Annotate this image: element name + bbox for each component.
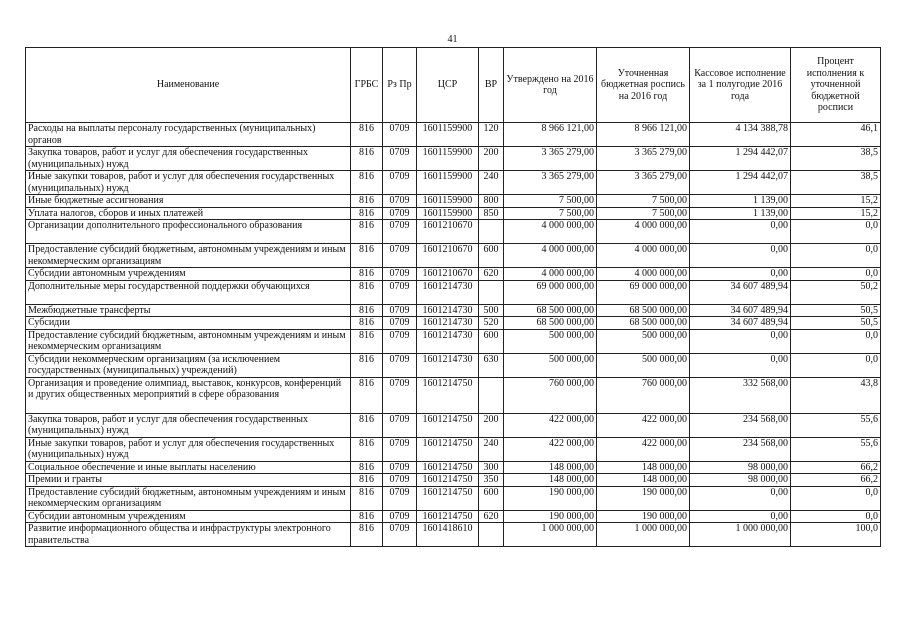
cell-name: Предоставление субсидий бюджетным, автономным учреждениям и иным некоммерческим организациям	[26, 329, 351, 353]
cell-name: Дополнительные меры государственной поддержки обучающихся	[26, 280, 351, 304]
cell-approved: 148 000,00	[504, 474, 597, 487]
cell-csr: 1601214730	[417, 329, 479, 353]
cell-grbs: 816	[351, 461, 383, 474]
cell-csr: 1601159900	[417, 171, 479, 195]
cell-approved: 1 000 000,00	[504, 523, 597, 547]
table-row	[26, 195, 881, 208]
cell-percent: 0,0	[791, 486, 881, 510]
cell-rzpr: 0709	[383, 304, 417, 317]
cell-rzpr: 0709	[383, 353, 417, 377]
cell-cash: 1 139,00	[690, 207, 791, 220]
cell-cash: 332 568,00	[690, 377, 791, 413]
cell-rzpr: 0709	[383, 280, 417, 304]
cell-percent: 0,0	[791, 244, 881, 268]
cell-percent: 50,5	[791, 304, 881, 317]
cell-cash: 1 294 442,07	[690, 147, 791, 171]
table-body	[26, 123, 881, 547]
cell-cash: 0,00	[690, 329, 791, 353]
cell-cash: 0,00	[690, 353, 791, 377]
cell-approved: 148 000,00	[504, 461, 597, 474]
cell-revised: 8 966 121,00	[597, 123, 690, 147]
cell-name: Субсидии автономным учреждениям	[26, 510, 351, 523]
cell-name: Субсидии некоммерческим организациям (за исключением государственных (муниципальных) учреждений)	[26, 353, 351, 377]
cell-cash: 1 000 000,00	[690, 523, 791, 547]
cell-cash: 98 000,00	[690, 474, 791, 487]
cell-grbs: 816	[351, 413, 383, 437]
cell-percent: 15,2	[791, 195, 881, 208]
cell-percent: 43,8	[791, 377, 881, 413]
cell-name: Уплата налогов, сборов и иных платежей	[26, 207, 351, 220]
table-row	[26, 268, 881, 281]
cell-approved: 4 000 000,00	[504, 244, 597, 268]
cell-cash: 98 000,00	[690, 461, 791, 474]
cell-vr: 240	[479, 171, 504, 195]
cell-cash: 1 294 442,07	[690, 171, 791, 195]
table-row	[26, 280, 881, 304]
table-row	[26, 437, 881, 461]
cell-grbs: 816	[351, 207, 383, 220]
header-name: Наименование	[26, 48, 351, 123]
cell-rzpr: 0709	[383, 510, 417, 523]
cell-approved: 4 000 000,00	[504, 268, 597, 281]
cell-grbs: 816	[351, 523, 383, 547]
cell-grbs: 816	[351, 486, 383, 510]
cell-cash: 0,00	[690, 510, 791, 523]
header-revised: Уточненная бюджетная роспись на 2016 год	[597, 48, 690, 123]
table-row	[26, 123, 881, 147]
cell-rzpr: 0709	[383, 220, 417, 244]
cell-csr: 1601214750	[417, 510, 479, 523]
cell-csr: 1601210670	[417, 268, 479, 281]
cell-approved: 7 500,00	[504, 195, 597, 208]
cell-rzpr: 0709	[383, 474, 417, 487]
cell-vr: 800	[479, 195, 504, 208]
cell-name: Межбюджетные трансферты	[26, 304, 351, 317]
cell-name: Организация и проведение олимпиад, выставок, конкурсов, конференций и других общественных мероприятий в сфере образования	[26, 377, 351, 413]
cell-rzpr: 0709	[383, 461, 417, 474]
table-row	[26, 244, 881, 268]
cell-revised: 190 000,00	[597, 486, 690, 510]
cell-csr: 1601210670	[417, 220, 479, 244]
cell-approved: 3 365 279,00	[504, 147, 597, 171]
cell-percent: 38,5	[791, 147, 881, 171]
cell-name: Организации дополнительного профессионального образования	[26, 220, 351, 244]
cell-revised: 4 000 000,00	[597, 268, 690, 281]
cell-name: Предоставление субсидий бюджетным, автономным учреждениям и иным некоммерческим организациям	[26, 486, 351, 510]
cell-revised: 760 000,00	[597, 377, 690, 413]
cell-cash: 0,00	[690, 244, 791, 268]
cell-vr	[479, 523, 504, 547]
cell-vr: 600	[479, 486, 504, 510]
cell-rzpr: 0709	[383, 195, 417, 208]
cell-percent: 0,0	[791, 220, 881, 244]
cell-cash: 0,00	[690, 268, 791, 281]
cell-revised: 500 000,00	[597, 329, 690, 353]
cell-csr: 1601214750	[417, 486, 479, 510]
cell-rzpr: 0709	[383, 171, 417, 195]
cell-grbs: 816	[351, 474, 383, 487]
cell-vr: 620	[479, 268, 504, 281]
cell-grbs: 816	[351, 171, 383, 195]
cell-csr: 1601159900	[417, 123, 479, 147]
cell-approved: 3 365 279,00	[504, 171, 597, 195]
cell-vr: 600	[479, 329, 504, 353]
table-row	[26, 353, 881, 377]
cell-grbs: 816	[351, 329, 383, 353]
cell-csr: 1601214730	[417, 317, 479, 330]
table-row	[26, 220, 881, 244]
cell-revised: 69 000 000,00	[597, 280, 690, 304]
cell-grbs: 816	[351, 377, 383, 413]
cell-approved: 68 500 000,00	[504, 304, 597, 317]
cell-name: Развитие информационного общества и инфраструктуры электронного правительства	[26, 523, 351, 547]
cell-grbs: 816	[351, 353, 383, 377]
cell-revised: 1 000 000,00	[597, 523, 690, 547]
cell-approved: 500 000,00	[504, 329, 597, 353]
cell-approved: 190 000,00	[504, 510, 597, 523]
cell-csr: 1601214750	[417, 413, 479, 437]
cell-revised: 7 500,00	[597, 195, 690, 208]
cell-percent: 55,6	[791, 437, 881, 461]
cell-name: Предоставление субсидий бюджетным, автономным учреждениям и иным некоммерческим организациям	[26, 244, 351, 268]
table-row	[26, 413, 881, 437]
cell-rzpr: 0709	[383, 123, 417, 147]
table-row	[26, 329, 881, 353]
cell-csr: 1601159900	[417, 195, 479, 208]
header-csr: ЦСР	[417, 48, 479, 123]
cell-approved: 69 000 000,00	[504, 280, 597, 304]
cell-percent: 50,5	[791, 317, 881, 330]
cell-csr: 1601214750	[417, 474, 479, 487]
cell-revised: 422 000,00	[597, 437, 690, 461]
cell-csr: 1601159900	[417, 147, 479, 171]
cell-vr: 850	[479, 207, 504, 220]
cell-revised: 190 000,00	[597, 510, 690, 523]
table-row	[26, 317, 881, 330]
cell-rzpr: 0709	[383, 147, 417, 171]
table-row	[26, 304, 881, 317]
cell-percent: 15,2	[791, 207, 881, 220]
cell-percent: 66,2	[791, 474, 881, 487]
cell-vr: 520	[479, 317, 504, 330]
cell-vr	[479, 220, 504, 244]
cell-rzpr: 0709	[383, 268, 417, 281]
header-row	[26, 48, 881, 123]
cell-cash: 34 607 489,94	[690, 317, 791, 330]
cell-grbs: 816	[351, 280, 383, 304]
cell-revised: 4 000 000,00	[597, 220, 690, 244]
cell-cash: 0,00	[690, 220, 791, 244]
cell-vr: 300	[479, 461, 504, 474]
header-cash: Кассовое исполнение за 1 полугодие 2016 года	[690, 48, 791, 123]
cell-cash: 34 607 489,94	[690, 304, 791, 317]
cell-csr: 1601214730	[417, 353, 479, 377]
cell-revised: 148 000,00	[597, 461, 690, 474]
cell-approved: 8 966 121,00	[504, 123, 597, 147]
cell-csr: 1601210670	[417, 244, 479, 268]
cell-approved: 68 500 000,00	[504, 317, 597, 330]
cell-percent: 55,6	[791, 413, 881, 437]
cell-cash: 4 134 388,78	[690, 123, 791, 147]
cell-revised: 7 500,00	[597, 207, 690, 220]
cell-percent: 0,0	[791, 268, 881, 281]
cell-name: Социальное обеспечение и иные выплаты населению	[26, 461, 351, 474]
cell-name: Субсидии	[26, 317, 351, 330]
cell-vr: 200	[479, 413, 504, 437]
cell-name: Иные закупки товаров, работ и услуг для обеспечения государственных (муниципальных) нужд	[26, 437, 351, 461]
cell-csr: 1601418610	[417, 523, 479, 547]
cell-percent: 38,5	[791, 171, 881, 195]
table-row	[26, 207, 881, 220]
header-vr: ВР	[479, 48, 504, 123]
cell-name: Закупка товаров, работ и услуг для обеспечения государственных (муниципальных) нужд	[26, 413, 351, 437]
cell-revised: 3 365 279,00	[597, 147, 690, 171]
cell-name: Расходы на выплаты персоналу государственных (муниципальных) органов	[26, 123, 351, 147]
cell-revised: 4 000 000,00	[597, 244, 690, 268]
cell-csr: 1601214730	[417, 280, 479, 304]
cell-grbs: 816	[351, 268, 383, 281]
cell-rzpr: 0709	[383, 413, 417, 437]
cell-rzpr: 0709	[383, 523, 417, 547]
cell-grbs: 816	[351, 123, 383, 147]
cell-percent: 66,2	[791, 461, 881, 474]
header-approved: Утверждено на 2016 год	[504, 48, 597, 123]
cell-grbs: 816	[351, 195, 383, 208]
cell-vr: 630	[479, 353, 504, 377]
cell-vr: 600	[479, 244, 504, 268]
cell-grbs: 816	[351, 220, 383, 244]
cell-revised: 422 000,00	[597, 413, 690, 437]
cell-grbs: 816	[351, 317, 383, 330]
cell-percent: 0,0	[791, 329, 881, 353]
cell-percent: 100,0	[791, 523, 881, 547]
cell-vr: 200	[479, 147, 504, 171]
cell-rzpr: 0709	[383, 244, 417, 268]
cell-approved: 760 000,00	[504, 377, 597, 413]
table-row	[26, 474, 881, 487]
cell-approved: 4 000 000,00	[504, 220, 597, 244]
cell-cash: 234 568,00	[690, 437, 791, 461]
cell-vr	[479, 377, 504, 413]
cell-rzpr: 0709	[383, 317, 417, 330]
table-row	[26, 461, 881, 474]
cell-approved: 422 000,00	[504, 413, 597, 437]
cell-rzpr: 0709	[383, 437, 417, 461]
cell-vr: 240	[479, 437, 504, 461]
cell-name: Закупка товаров, работ и услуг для обеспечения государственных (муниципальных) нужд	[26, 147, 351, 171]
table-row	[26, 171, 881, 195]
cell-cash: 234 568,00	[690, 413, 791, 437]
page-number: 41	[447, 34, 458, 45]
cell-vr: 350	[479, 474, 504, 487]
table-row	[26, 486, 881, 510]
header-percent: Процент исполнения к уточненной бюджетной росписи	[791, 48, 881, 123]
cell-name: Иные бюджетные ассигнования	[26, 195, 351, 208]
cell-rzpr: 0709	[383, 377, 417, 413]
cell-vr: 620	[479, 510, 504, 523]
cell-csr: 1601214750	[417, 461, 479, 474]
cell-approved: 190 000,00	[504, 486, 597, 510]
cell-csr: 1601214750	[417, 437, 479, 461]
cell-cash: 0,00	[690, 486, 791, 510]
table-row	[26, 523, 881, 547]
cell-grbs: 816	[351, 304, 383, 317]
cell-name: Иные закупки товаров, работ и услуг для обеспечения государственных (муниципальных) нужд	[26, 171, 351, 195]
cell-percent: 50,2	[791, 280, 881, 304]
cell-rzpr: 0709	[383, 207, 417, 220]
cell-grbs: 816	[351, 147, 383, 171]
cell-csr: 1601214730	[417, 304, 479, 317]
cell-revised: 500 000,00	[597, 353, 690, 377]
header-grbs: ГРБС	[351, 48, 383, 123]
cell-grbs: 816	[351, 437, 383, 461]
cell-percent: 0,0	[791, 353, 881, 377]
cell-revised: 68 500 000,00	[597, 304, 690, 317]
header-rzpr: Рз Пр	[383, 48, 417, 123]
cell-approved: 422 000,00	[504, 437, 597, 461]
table-row	[26, 510, 881, 523]
cell-rzpr: 0709	[383, 486, 417, 510]
table-row	[26, 377, 881, 413]
cell-name: Субсидии автономным учреждениям	[26, 268, 351, 281]
cell-grbs: 816	[351, 510, 383, 523]
cell-vr: 500	[479, 304, 504, 317]
cell-percent: 46,1	[791, 123, 881, 147]
cell-vr: 120	[479, 123, 504, 147]
cell-revised: 148 000,00	[597, 474, 690, 487]
cell-rzpr: 0709	[383, 329, 417, 353]
cell-percent: 0,0	[791, 510, 881, 523]
cell-grbs: 816	[351, 244, 383, 268]
table-row	[26, 147, 881, 171]
budget-table	[25, 47, 881, 547]
cell-approved: 7 500,00	[504, 207, 597, 220]
cell-revised: 3 365 279,00	[597, 171, 690, 195]
cell-revised: 68 500 000,00	[597, 317, 690, 330]
cell-cash: 34 607 489,94	[690, 280, 791, 304]
cell-cash: 1 139,00	[690, 195, 791, 208]
cell-csr: 1601214750	[417, 377, 479, 413]
cell-name: Премии и гранты	[26, 474, 351, 487]
cell-approved: 500 000,00	[504, 353, 597, 377]
cell-vr	[479, 280, 504, 304]
cell-csr: 1601159900	[417, 207, 479, 220]
